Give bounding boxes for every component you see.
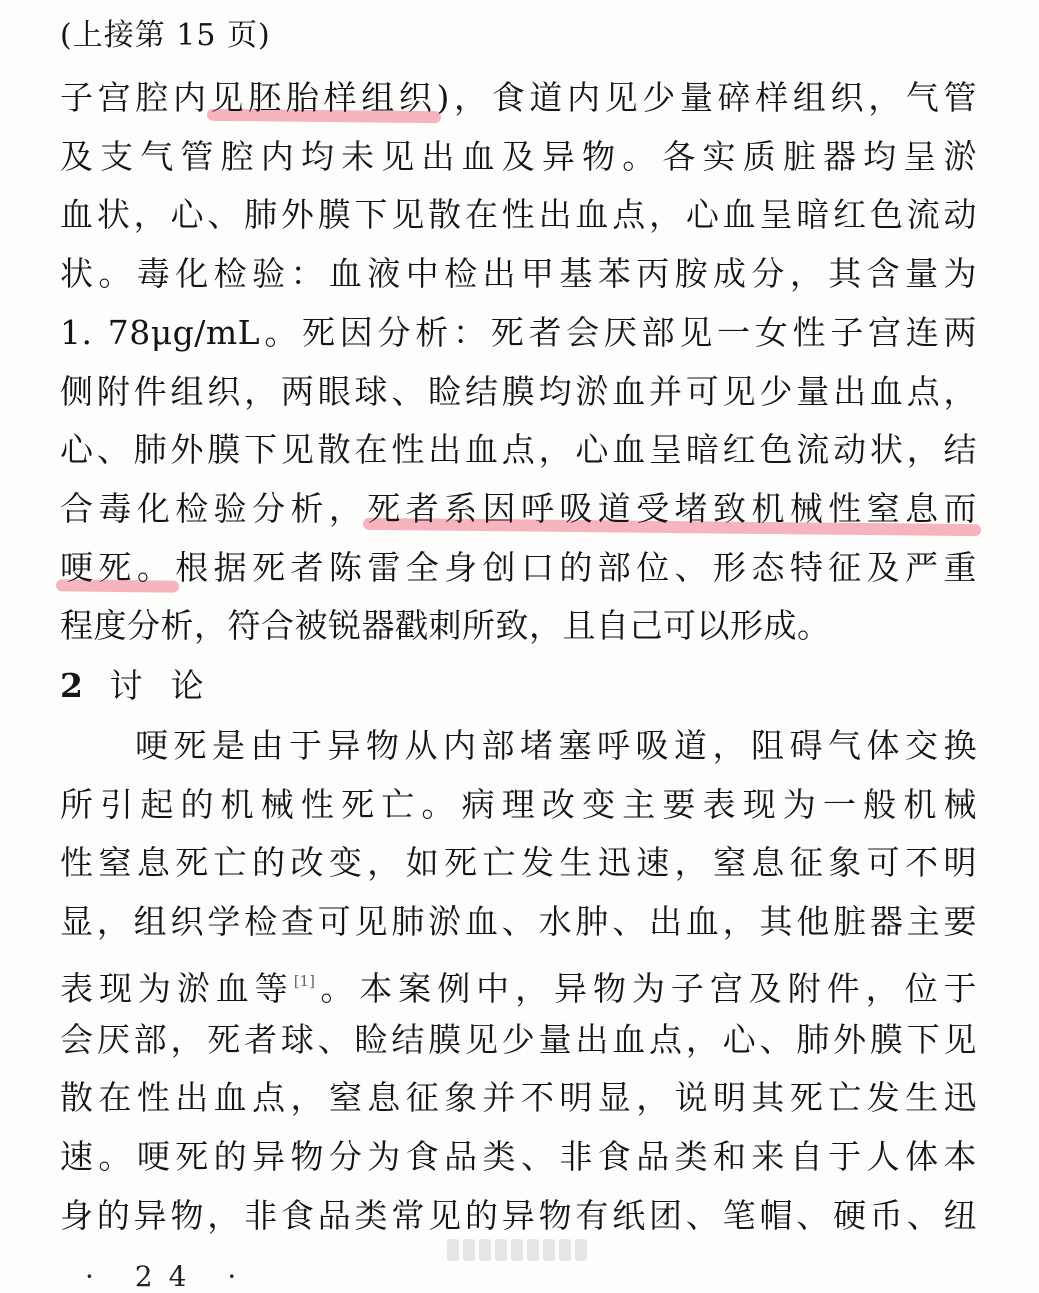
citation-marker: [1] bbox=[293, 971, 315, 990]
text-span: 侧附件组织，两眼球、睑结膜均淤血并可见少量出血点， bbox=[60, 371, 977, 411]
text-span: 性窒息死亡的改变，如死亡发生迅速，窒息征象可不明 bbox=[60, 843, 977, 883]
text-line bbox=[60, 489, 977, 529]
text-line bbox=[60, 372, 977, 412]
text-span: 显，组织学检查可见肺淤血、水肿、出血，其他脏器主要 bbox=[60, 902, 977, 942]
text-line bbox=[60, 1137, 977, 1177]
text-span: )，食道内见少量碎样组织，气管 bbox=[436, 78, 978, 117]
highlighted-text: 死者系因呼吸道受堵致机械性窒息而 bbox=[367, 488, 978, 528]
text-span: 心、肺外膜下见散在性出血点，心血呈暗红色流动状，结 bbox=[60, 430, 977, 470]
text-line bbox=[60, 78, 977, 118]
text-span: 。本案例中，异物为子宫及附件，位于 bbox=[314, 968, 978, 1008]
text-line bbox=[60, 195, 977, 235]
section-number: 2 bbox=[60, 666, 84, 705]
text-span: 合毒化检验分析， bbox=[60, 488, 368, 528]
text-span: 及支气管腔内均未见出血及异物。各实质脏器均呈淤 bbox=[60, 136, 977, 176]
text-line bbox=[60, 430, 977, 470]
text-span: 会厌部，死者球、睑结膜见少量出血点，心、肺外膜下见 bbox=[60, 1019, 977, 1059]
text-span: 1. 78μg/mL。死因分析：死者会厌部见一女性子宫连两 bbox=[60, 312, 977, 352]
text-line bbox=[60, 902, 977, 942]
text-line bbox=[60, 606, 977, 646]
text-span: 速。哽死的异物分为食品类、非食品类和来自于人体本 bbox=[60, 1136, 977, 1176]
text-line bbox=[135, 726, 977, 766]
highlighted-text: 见胚胎样组织 bbox=[210, 78, 437, 117]
text-span: 子宫腔内 bbox=[60, 78, 211, 117]
highlighted-text: 哽死。 bbox=[60, 547, 176, 587]
text-line bbox=[60, 313, 977, 353]
text-line bbox=[60, 1078, 977, 1118]
text-span: 血状，心、肺外膜下见散在性出血点，心血呈暗红色流动 bbox=[60, 195, 977, 235]
text-line bbox=[60, 843, 977, 883]
text-span: 程度分析，符合被锐器戳刺所致，且自己可以形成。 bbox=[60, 606, 831, 646]
text-line bbox=[60, 1196, 977, 1236]
text-line bbox=[60, 548, 977, 588]
text-line bbox=[60, 785, 977, 825]
text-line bbox=[60, 254, 977, 294]
text-span: 根据死者陈雷全身创口的部位、形态特征及严重 bbox=[175, 547, 978, 587]
text-line bbox=[60, 137, 977, 177]
page-number: · 24 · bbox=[85, 1260, 253, 1293]
section-heading bbox=[60, 666, 977, 706]
text-span: 身的异物，非食品类常见的异物有纸团、笔帽、硬币、纽 bbox=[60, 1195, 977, 1235]
text-span: 散在性出血点，窒息征象并不明显，说明其死亡发生迅 bbox=[60, 1078, 977, 1118]
text-span: 哽死是由于异物从内部堵塞呼吸道，阻碍气体交换 bbox=[135, 726, 977, 765]
text-span: 表现为淤血等 bbox=[60, 968, 294, 1008]
text-line bbox=[60, 1020, 977, 1060]
text-line bbox=[60, 961, 978, 1008]
watermark-bar bbox=[447, 1236, 597, 1264]
continuation-note: (上接第 15 页) bbox=[60, 18, 271, 53]
text-span: 所引起的机械性死亡。病理改变主要表现为一般机械 bbox=[60, 784, 977, 824]
text-span: 状。毒化检验：血液中检出甲基苯丙胺成分，其含量为 bbox=[60, 254, 977, 294]
section-title: 讨论 bbox=[109, 666, 232, 705]
